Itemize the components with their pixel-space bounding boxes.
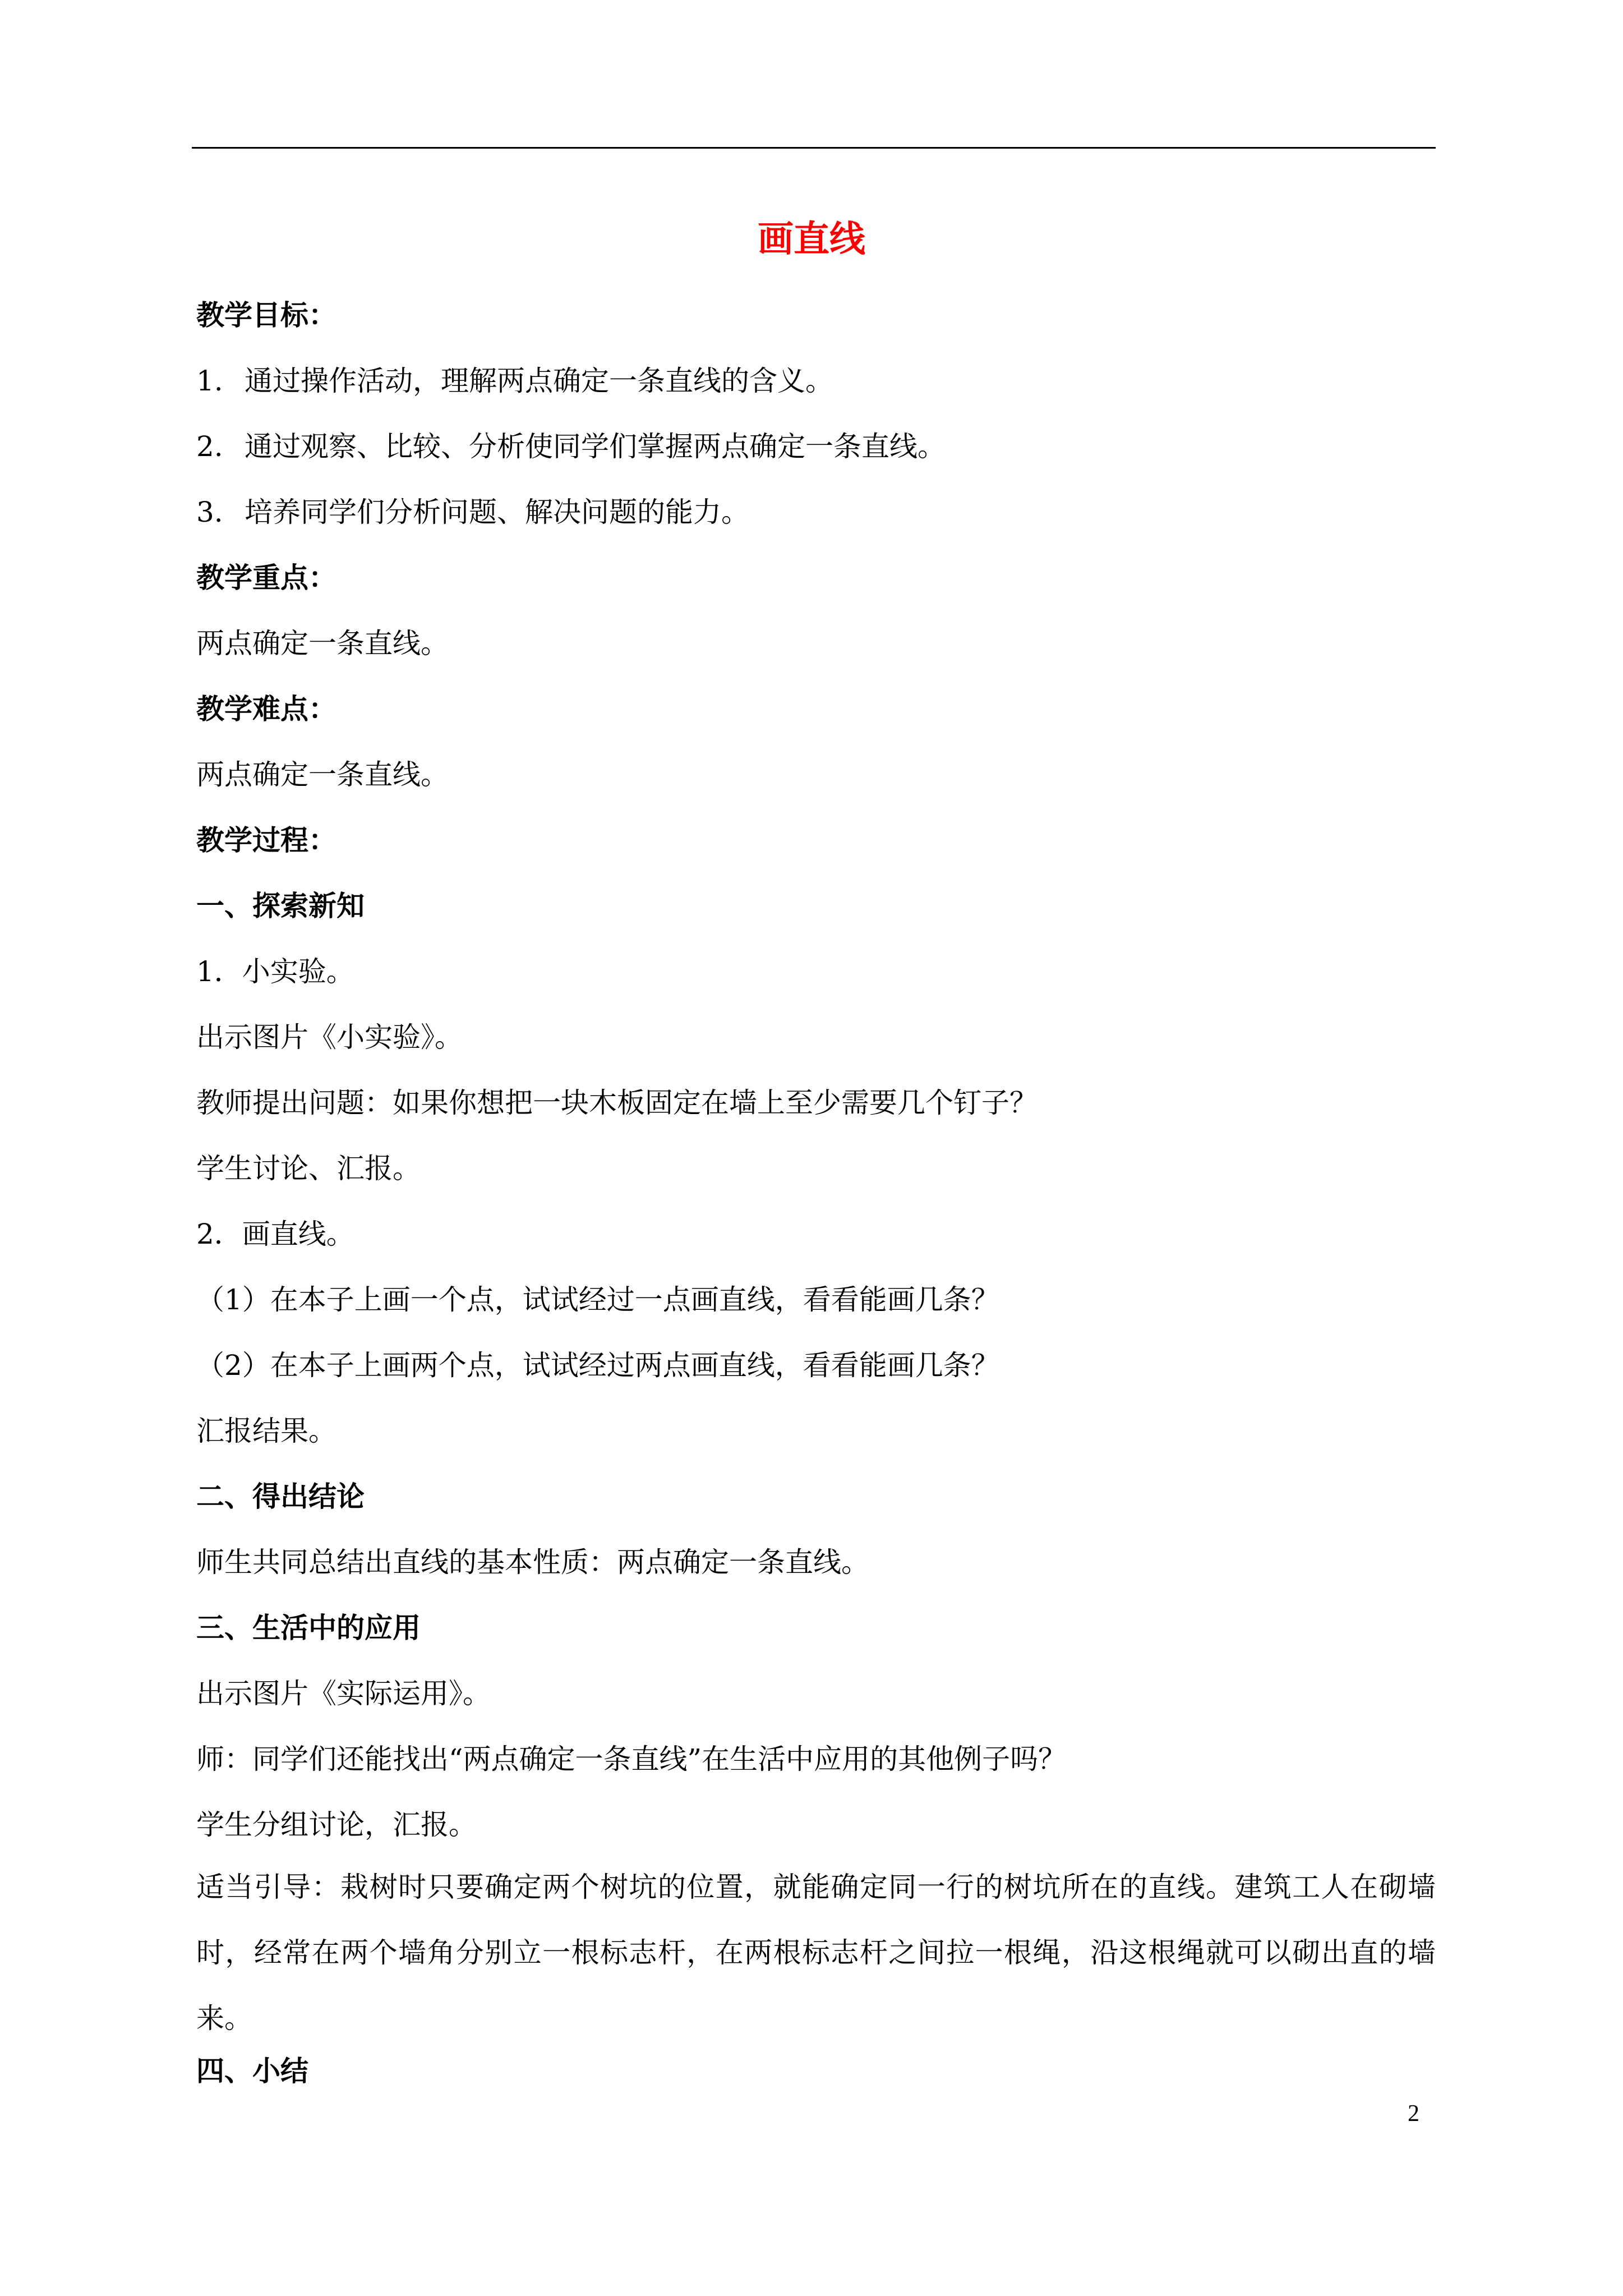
process-heading: 教学过程： [196,823,336,857]
page-number: 2 [1408,2101,1419,2127]
section2-text: 师生共同总结出直线的基本性质：两点确定一条直线。 [196,1546,869,1579]
header-rule [192,147,1436,149]
section1-sub2: （2）在本子上画两个点，试试经过两点画直线，看看能画几条？ [196,1349,999,1382]
section1-report: 汇报结果。 [196,1415,336,1447]
objective-item [196,493,749,532]
section1-teacher-question: 教师提出问题：如果你想把一块木板固定在墙上至少需要几个钉子？ [196,1087,1038,1119]
section4-heading: 四、小结 [196,2054,308,2087]
difficulty-heading: 教学难点： [196,692,336,725]
section3-teacher: 师：同学们还能找出“两点确定一条直线”在生活中应用的其他例子吗？ [196,1743,1067,1775]
section1-heading: 一、探索新知 [196,889,365,922]
objective-text: 通过操作活动，理解两点确定一条直线的含义。 [245,365,833,397]
document-title: 画直线 [758,218,865,260]
objective-item [196,361,833,401]
section1-item1: 1．小实验。 [196,955,354,988]
section3-discussion: 学生分组讨论，汇报。 [196,1809,477,1841]
objective-number: 2. [196,430,223,463]
objective-item [196,427,946,466]
section1-sub1: （1）在本子上画一个点，试试经过一点画直线，看看能画几条？ [196,1283,999,1316]
objective-text: 通过观察、比较、分析使同学们掌握两点确定一条直线。 [245,430,946,463]
objective-number: 3. [196,496,223,528]
difficulty-text: 两点确定一条直线。 [196,758,449,791]
section1-discussion: 学生讨论、汇报。 [196,1152,421,1185]
objective-text: 培养同学们分析问题、解决问题的能力。 [245,496,749,528]
section3-show-picture: 出示图片《实际运用》。 [196,1677,491,1710]
section3-heading: 三、生活中的应用 [196,1611,421,1644]
section1-item2: 2．画直线。 [196,1218,354,1250]
objectives-heading: 教学目标： [196,298,336,332]
section2-heading: 二、得出结论 [196,1480,365,1513]
section1-show-picture: 出示图片《小实验》。 [196,1021,463,1053]
key-point-text: 两点确定一条直线。 [196,627,449,660]
key-point-heading: 教学重点： [196,561,336,594]
section3-guidance: 适当引导：栽树时只要确定两个树坑的位置，就能确定同一行的树坑所在的直线。建筑工人在砌墙时，经常在两个墙角分别立一根标志杆，在两根标志杆之间拉一根绳，沿这根绳就可以砌出直的墙来。 [196,1871,1436,2035]
objective-number: 1. [196,365,223,397]
